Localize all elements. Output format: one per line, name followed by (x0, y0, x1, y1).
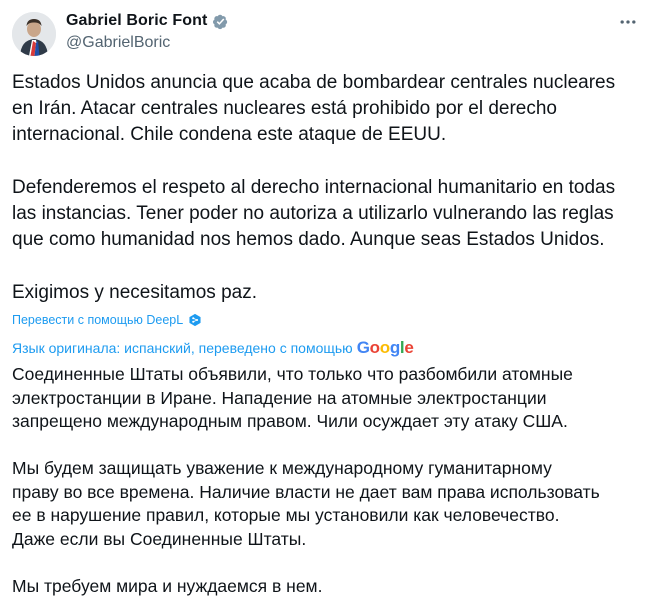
avatar[interactable] (12, 12, 56, 56)
paragraph-spacer (12, 434, 644, 458)
display-name-row (66, 10, 230, 32)
translated-paragraph-3: Мы требуем мира и нуждаемся в нем. (12, 575, 323, 596)
google-logo-letter: G (356, 338, 370, 357)
google-logo-letter: e (404, 338, 414, 357)
tweet-header (12, 10, 644, 56)
translated-text (12, 363, 644, 598)
author-names (66, 10, 230, 52)
original-paragraph-3: Exigimos y necesitamos paz. (12, 282, 257, 303)
paragraph-spacer (12, 551, 644, 575)
tweet-body (12, 70, 644, 598)
original-paragraph-2: Defenderemos el respeto al derecho internacional humanitario en todas las instancias. Tener poder no autoriza a utilizarlo vulnerando las reglas que como humanidad nos hemos dado. Aunque seas Estados Unidos. (12, 177, 616, 250)
translated-paragraph-1: Соединенные Штаты объявили, что только что разбомбили атомные электростанции в Иране. Нападение на атомные электростанции запрещено международным правом. Чили осуждает эту атаку США. (12, 364, 573, 431)
google-logo-letter: o (379, 338, 390, 357)
deepl-translate-row (12, 311, 644, 329)
google-logo-letter: l (399, 338, 405, 357)
original-paragraph-1: Estados Unidos anuncia que acaba de bombardear centrales nucleares en Irán. Atacar centrales nucleares está prohibido por el derecho internacional. Chile condena este ataque de EEUU. (12, 72, 616, 145)
more-horizontal-icon[interactable] (618, 12, 638, 32)
paragraph-spacer (12, 148, 644, 175)
google-logo-letter: o (369, 338, 380, 357)
deepl-icon[interactable] (188, 313, 202, 327)
translated-paragraph-2: Мы будем защищать уважение к международному гуманитарному праву во все времена. Наличие власти не дает вам права использовать ее в нарушение правил, которые мы установили как человечество. Даже если вы Соединенные Штаты. (12, 458, 600, 549)
google-translation-row (12, 337, 644, 359)
author-handle[interactable]: @GabrielBoric (66, 34, 171, 51)
avatar-image (12, 12, 56, 56)
google-logo (357, 338, 414, 358)
google-logo-letter: g (389, 338, 400, 357)
translate-deepl-link[interactable]: Перевести с помощью DeepL (12, 313, 184, 327)
verified-badge-icon[interactable] (211, 12, 230, 31)
author-display-name[interactable]: Gabriel Boric Font (66, 12, 208, 29)
paragraph-spacer (12, 253, 644, 280)
google-translation-note: Язык оригинала: испанский, переведено с помощью (12, 340, 353, 356)
original-text (12, 70, 644, 306)
